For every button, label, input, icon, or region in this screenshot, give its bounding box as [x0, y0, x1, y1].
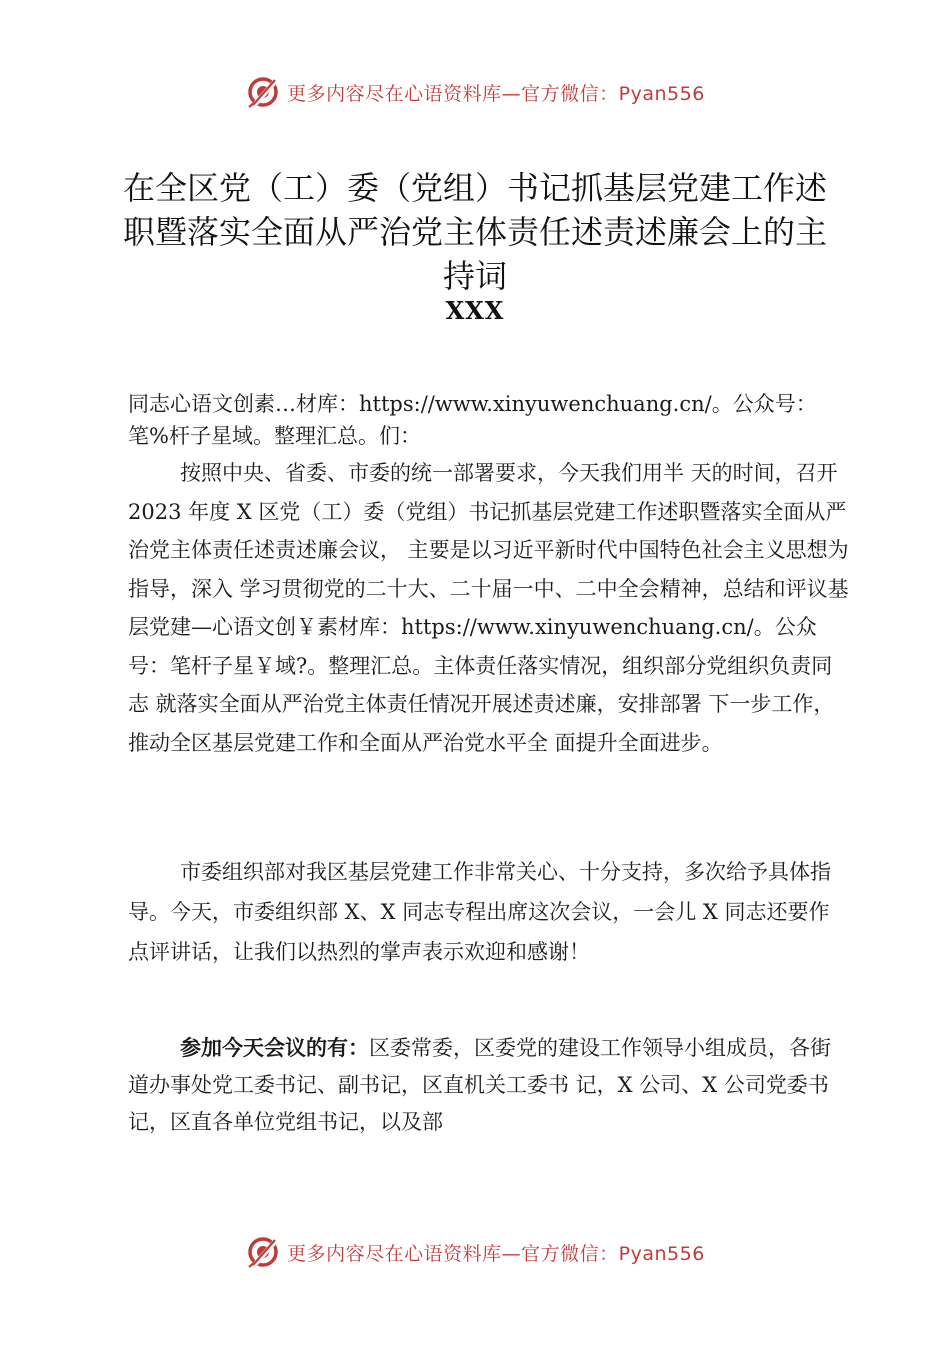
paragraph-opening: 按照中央、省委、市委的统一部署要求，今天我们用半 天的时间，召开 2023 年度 X 区党（工）委（党组）书记抓基层党建工作述职暨落实全面从严治党主体责任述责述廉会议， 主要是以习近平新时代中国特色社会主义思想为指导，深入 学习贯彻党的二十大、二十届一中、二中全会精神，总结和评议基层党建—心语文创￥素材库：https://www.xinyuwenchuang.cn/。公众号：笔杆子星￥域?。整理汇总。主体责任落实情况，组织部分党组织负责同志 就落实全面从严治党主体责任情况开展述责述廉，安排部署 下一步工作，推动全区基层党建工作和全面从严治党水平全 面提升全面进步。 [128, 461, 849, 755]
watermark-text: 更多内容尽在心语资料库—官方微信：Pyan556 [287, 1242, 705, 1265]
paragraph-greeting: 同志心语文创素…材库：https://www.xinyuwenchuang.cn/。公众号：笔%杆子星域。整理汇总。们： [128, 392, 817, 448]
watermark-header [0, 70, 950, 114]
quill-logo-icon [245, 74, 281, 110]
attendees-text: 区委常委，区委党的建设工作领导小组成员，各街道办事处党工委书记、副书记，区直机关工委书 记，X 公司、X 公司党委书记，区直各单位党组书记，以及部 [128, 1036, 831, 1134]
attendees-lead: 参加今天会议的有： [180, 1036, 369, 1060]
paragraph-welcome: 市委组织部对我区基层党建工作非常关心、十分支持，多次给予具体指导。今天，市委组织部 X、X 同志专程出席这次会议，一会儿 X 同志还要作点评讲话，让我们以热烈的掌声表示欢迎和感谢！ [128, 860, 831, 964]
document-author: XXX [445, 296, 505, 325]
watermark-text: 更多内容尽在心语资料库—官方微信：Pyan556 [287, 82, 705, 105]
quill-logo-icon [245, 1234, 281, 1270]
watermark-footer [0, 1230, 950, 1274]
document-title: 在全区党（工）委（党组）书记抓基层党建工作述职暨落实全面从严治党主体责任述责述廉会上的主持词 [122, 169, 827, 295]
paragraph-attendees [128, 1030, 850, 1141]
